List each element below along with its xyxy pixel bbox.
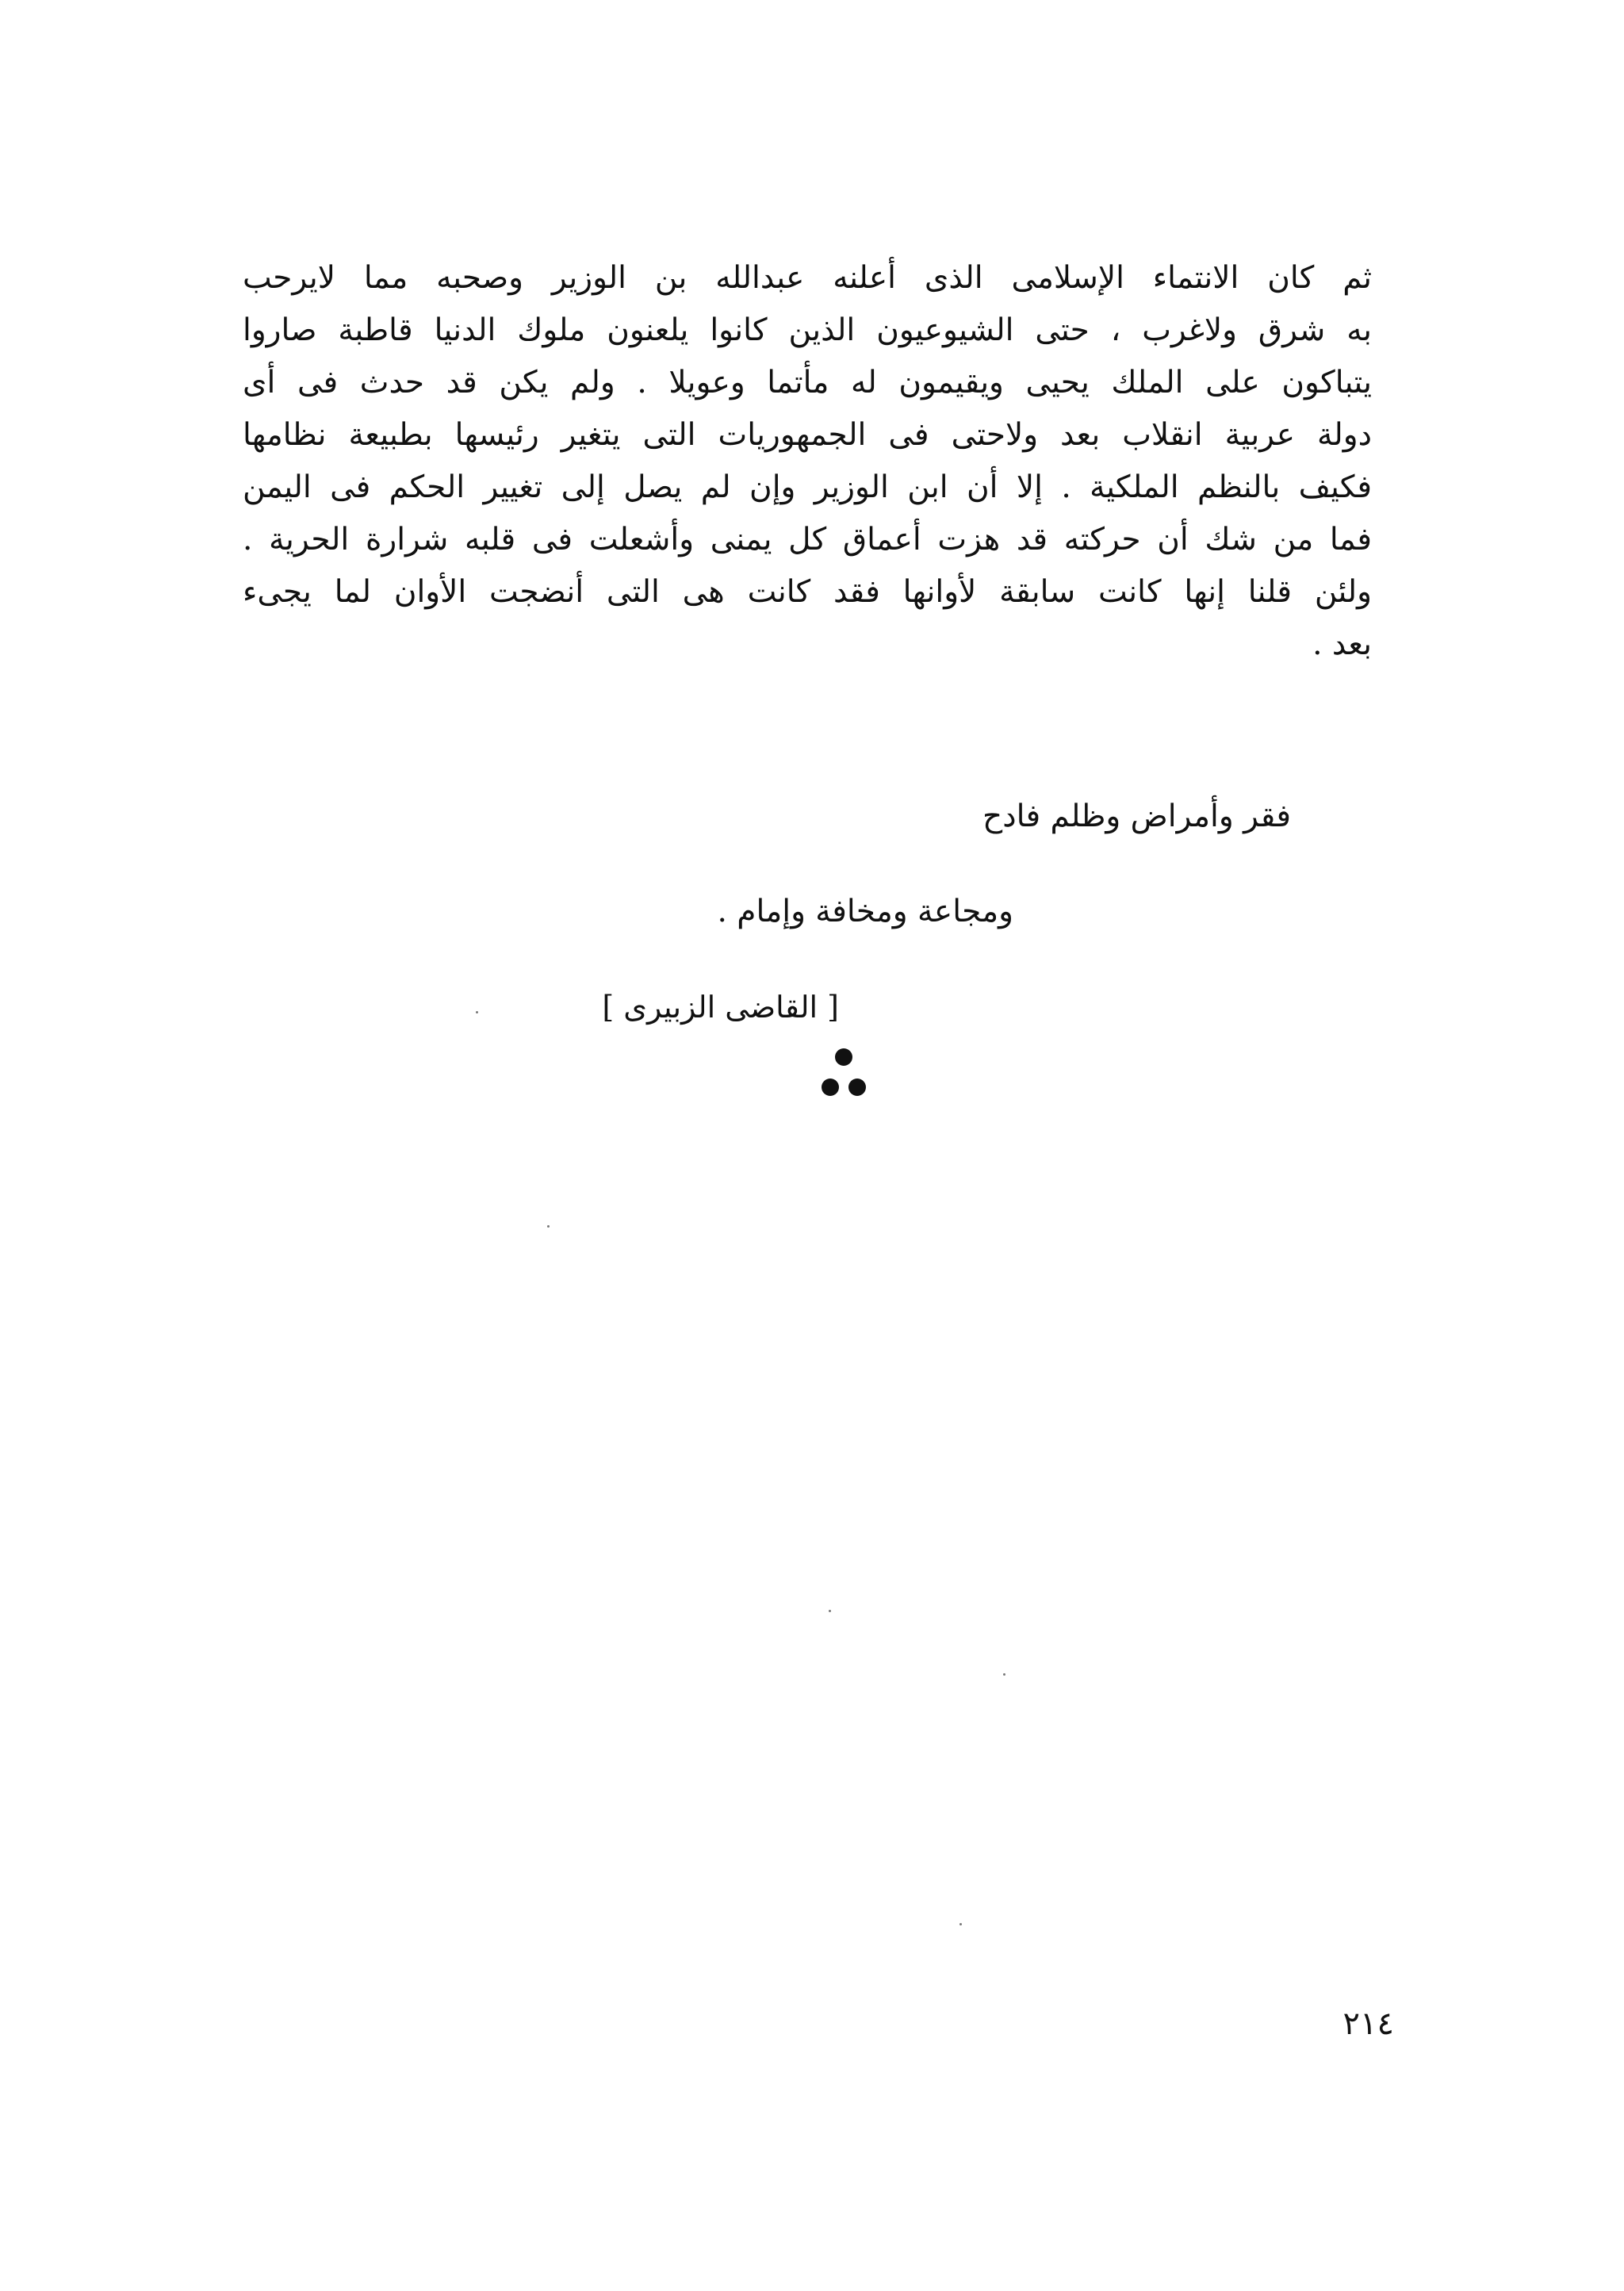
page-number: ٢١٤: [1342, 2006, 1394, 2042]
paragraph-line: يتباكون على الملك يحيى ويقيمون له مأتما وعويلا . ولم يكن قد حدث فى أى: [243, 365, 1372, 400]
paragraph-line: به شرق ولاغرب ، حتى الشيوعيون الذين كانوا يلعنون ملوك الدنيا قاطبة صاروا: [243, 312, 1372, 348]
scan-speck: [829, 1610, 831, 1612]
paragraph-line: ولئن قلنا إنها كانت سابقة لأوانها فقد كانت هى التى أنضجت الأوان لما يجىء: [243, 574, 1372, 610]
ornament-dot: [822, 1078, 839, 1096]
paragraph-line: ثم كان الانتماء الإسلامى الذى أعلنه عبدالله بن الوزير وصحبه مما لايرحب: [243, 260, 1372, 296]
paragraph-line: دولة عربية انقلاب بعد ولاحتى فى الجمهوريات التى يتغير رئيسها بطبيعة نظامها: [243, 417, 1372, 453]
paragraph-line: فما من شك أن حركته قد هزت أعماق كل يمنى وأشعلت فى قلبه شرارة الحرية .: [243, 522, 1372, 557]
verse-line-1: فقر وأمراض وظلم فادح: [982, 799, 1291, 834]
scan-speck: [547, 1225, 550, 1228]
scan-speck: [476, 1011, 478, 1013]
ornament-dot: [848, 1078, 866, 1096]
body-paragraph: [243, 252, 1372, 671]
verse-line-2: ومجاعة ومخافة وإمام .: [717, 894, 1013, 929]
paragraph-line: فكيف بالنظم الملكية . إلا أن ابن الوزير وإن لم يصل إلى تغيير الحكم فى اليمن: [243, 469, 1372, 505]
poet-attribution: [ القاضى الزبيرى ]: [602, 990, 839, 1025]
ornament-dot: [835, 1048, 852, 1066]
scan-speck: [959, 1923, 962, 1925]
scan-speck: [1003, 1673, 1005, 1676]
paragraph-line: بعد .: [1312, 626, 1372, 662]
three-dot-ornament-icon: [815, 1048, 872, 1101]
